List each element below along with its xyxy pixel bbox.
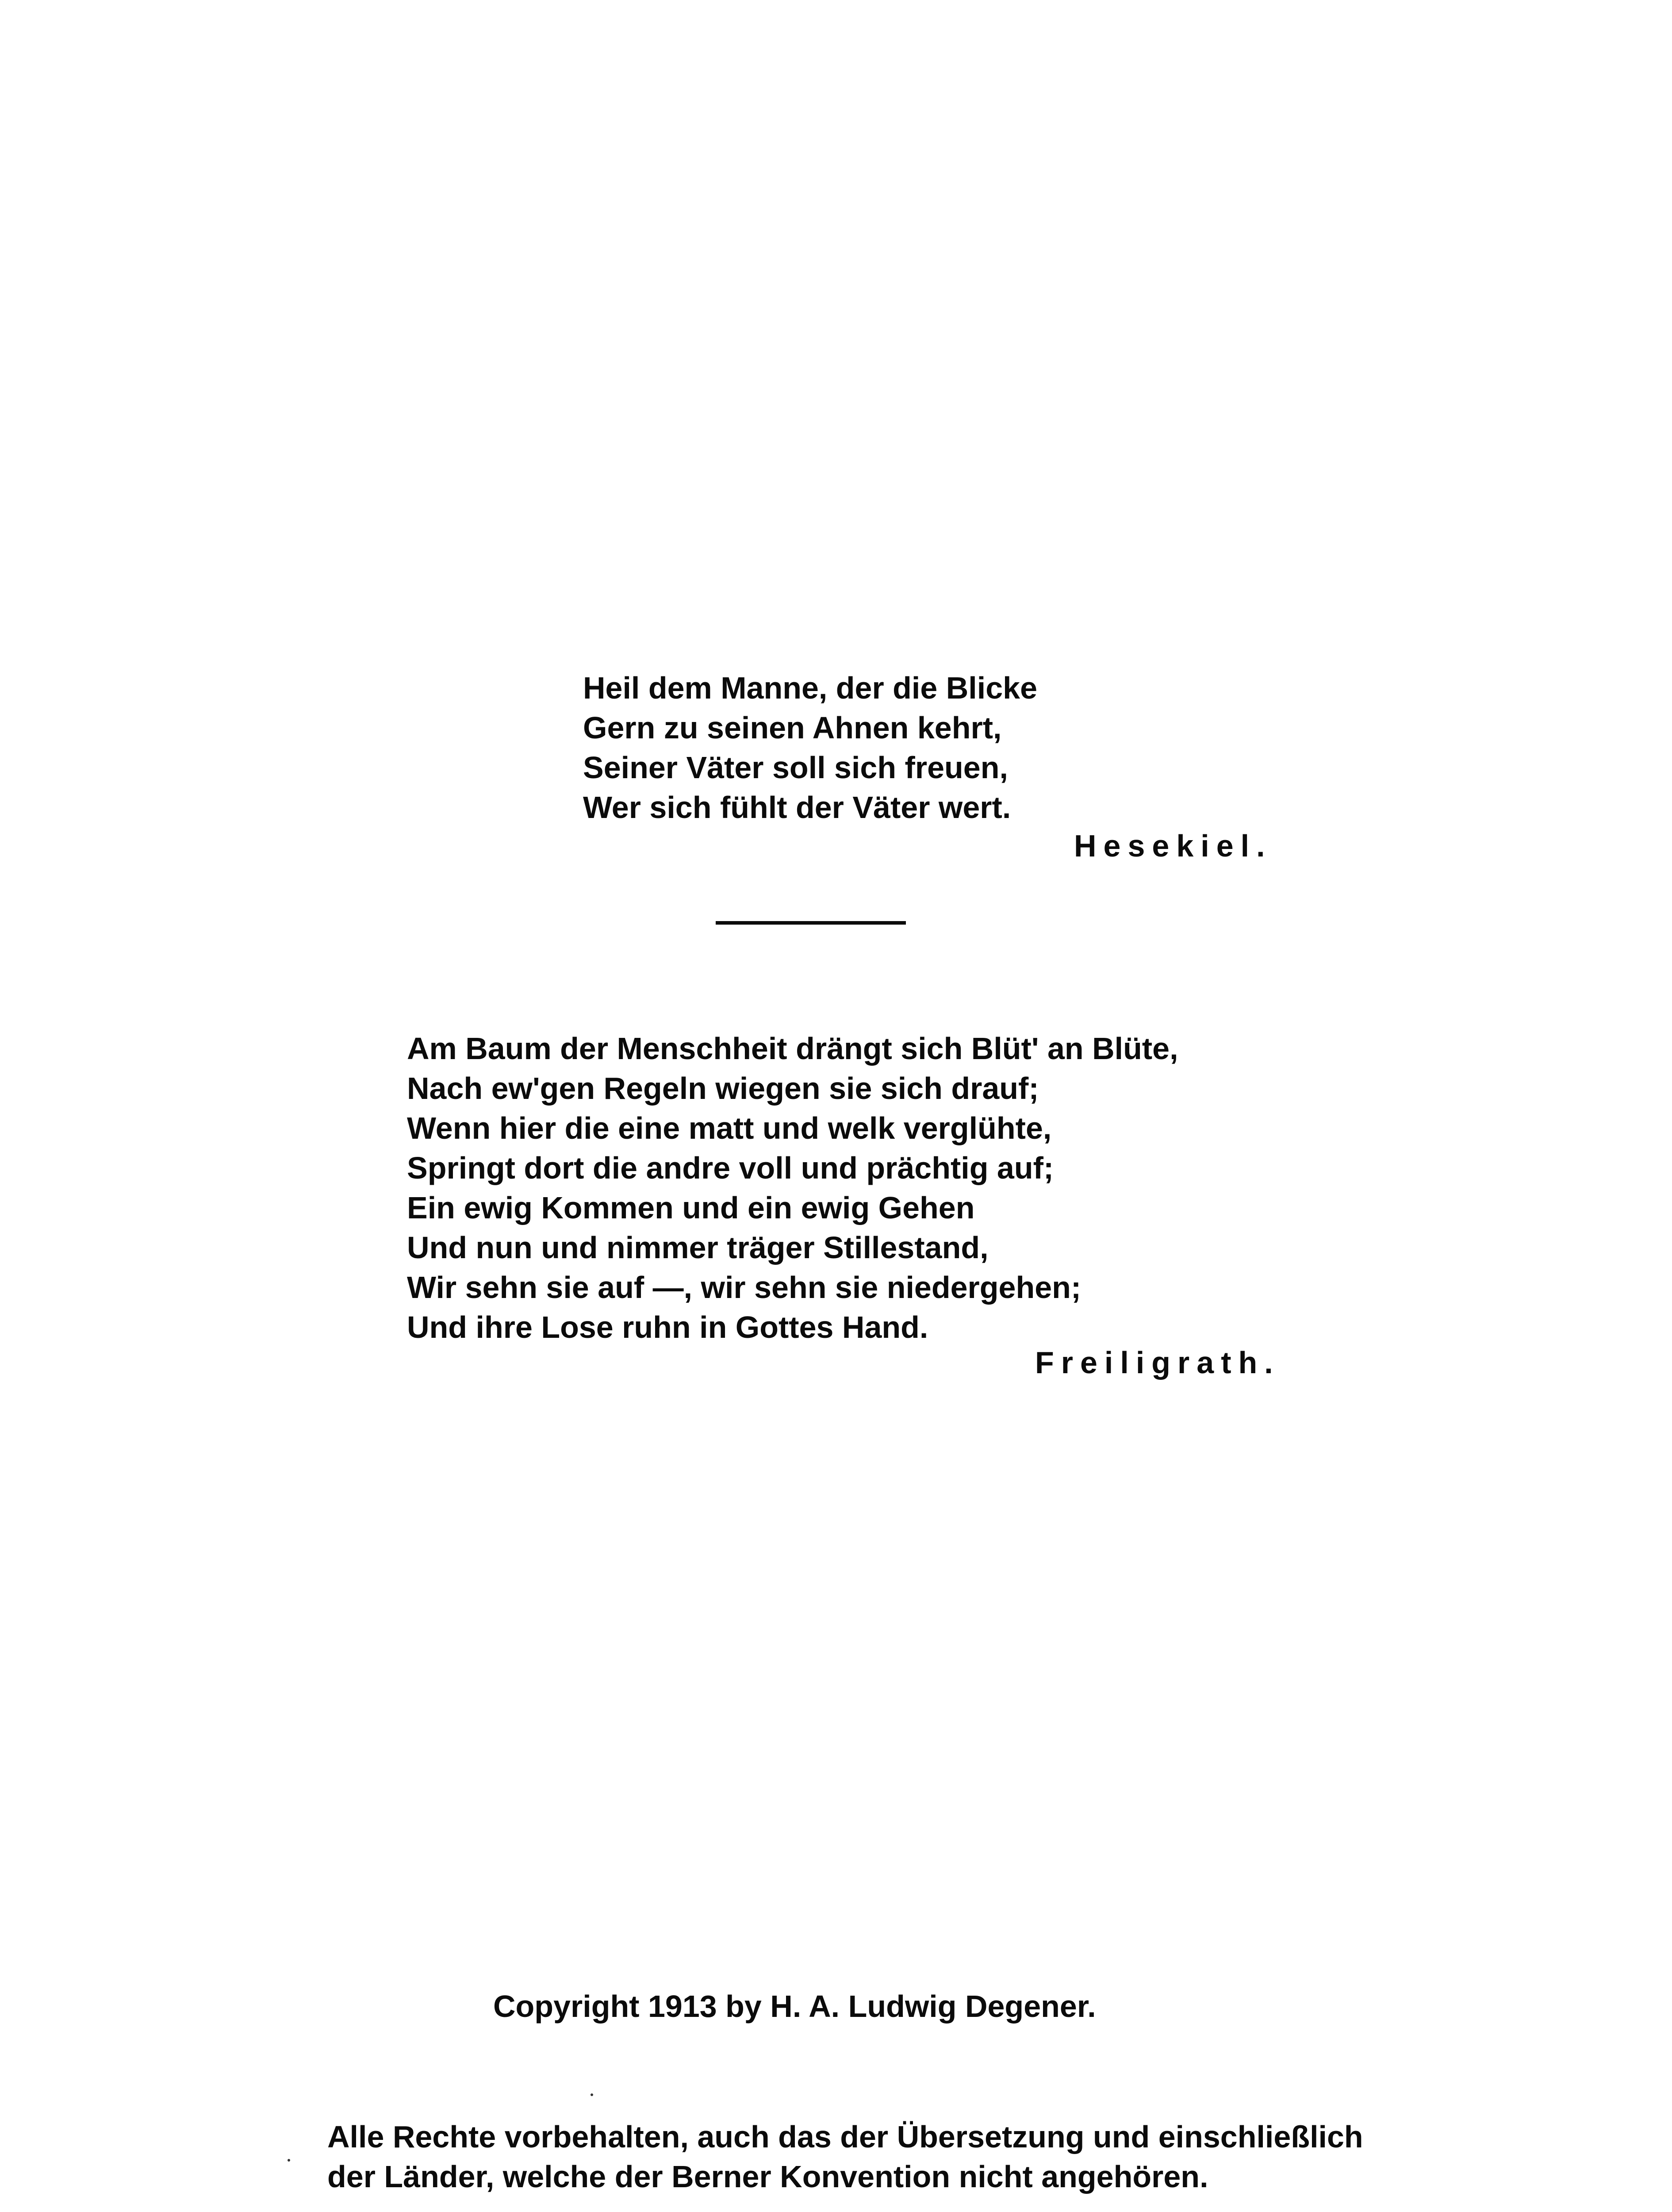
print-speck [591, 2093, 593, 2096]
poem-line: Am Baum der Menschheit drängt sich Blüt' an Blüte, [407, 1031, 1178, 1066]
poem-line: Heil dem Manne, der die Blicke [583, 671, 1037, 705]
poem-attribution: Hesekiel. [1074, 829, 1272, 863]
rights-line-2: der Länder, welche der Berner Konvention nicht angehören. [327, 2159, 1208, 2194]
poem-line: Nach ew'gen Regeln wiegen sie sich drauf; [407, 1071, 1039, 1106]
poem-line: Wenn hier die eine matt und welk verglühte, [407, 1111, 1052, 1145]
poem-line: Springt dort die andre voll und prächtig auf; [407, 1151, 1054, 1185]
poem-line: Und ihre Lose ruhn in Gottes Hand. [407, 1310, 928, 1344]
poem-line: Wer sich fühlt der Väter wert. [583, 790, 1011, 825]
print-speck [288, 2159, 290, 2162]
rights-line-1: Alle Rechte vorbehalten, auch das der Übersetzung und einschließlich [327, 2120, 1363, 2154]
poem-line: Gern zu seinen Ahnen kehrt, [583, 710, 1002, 745]
section-divider [716, 921, 906, 925]
poem-line: Seiner Väter soll sich freuen, [583, 750, 1008, 785]
copyright-notice: Copyright 1913 by H. A. Ludwig Degener. [493, 1989, 1096, 2024]
poem-line: Und nun und nimmer träger Stillestand, [407, 1230, 989, 1265]
poem-line: Wir sehn sie auf —, wir sehn sie niedergehen; [407, 1270, 1081, 1305]
poem-attribution: Freiligrath. [1035, 1345, 1280, 1380]
poem-line: Ein ewig Kommen und ein ewig Gehen [407, 1190, 975, 1225]
